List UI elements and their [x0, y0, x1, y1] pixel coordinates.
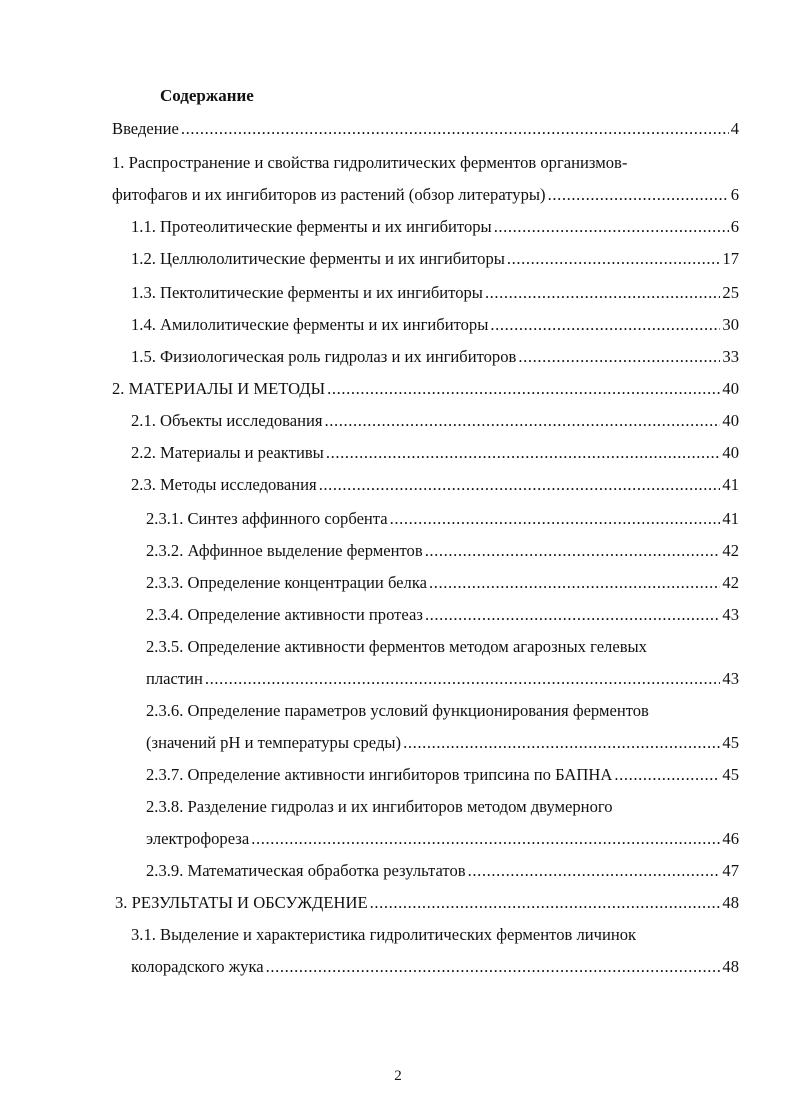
toc-entry-text: 1.3. Пектолитические ферменты и их ингибиторы [131, 283, 483, 302]
toc-leader-dots [518, 344, 720, 370]
toc-entry-page: 40 [722, 379, 739, 398]
toc-entry [112, 116, 739, 142]
toc-entry-page: 4 [730, 119, 739, 138]
toc-leader-dots [429, 570, 720, 596]
toc-entry [131, 214, 739, 240]
toc-entry-page: 42 [722, 541, 739, 560]
toc-entry-page: 25 [722, 283, 739, 302]
toc-entry [115, 890, 739, 916]
toc-leader-dots [425, 538, 721, 564]
toc-entry [146, 602, 739, 628]
toc-leader-dots [485, 280, 720, 306]
toc-leader-dots [319, 472, 721, 498]
toc-leader-dots [205, 666, 721, 692]
toc-leader-dots [325, 408, 721, 434]
toc-entry-text: 2.3.5. Определение активности ферментов методом агарозных гелевых [146, 637, 647, 656]
toc-entry-page: 45 [722, 765, 739, 784]
toc-entry-text: 2.3. Методы исследования [131, 475, 317, 494]
toc-leader-dots [251, 826, 720, 852]
toc-entry-text: 2.3.3. Определение концентрации белка [146, 573, 427, 592]
toc-entry [112, 182, 739, 208]
toc-entry [146, 666, 739, 692]
toc-entry-page: 6 [730, 217, 739, 236]
toc-entry-text: 2.3.7. Определение активности ингибиторов трипсина по БАПНА [146, 765, 613, 784]
toc-entry-page: 42 [722, 573, 739, 592]
toc-entry [112, 376, 739, 402]
toc-entry-text: колорадского жука [131, 957, 264, 976]
toc-leader-dots [326, 440, 721, 466]
toc-entry-page: 48 [722, 957, 739, 976]
toc-entry-text: 2.3.9. Математическая обработка результатов [146, 861, 466, 880]
toc-entry [131, 954, 739, 980]
toc-entry-page: 17 [722, 249, 739, 268]
toc-entry-page: 33 [722, 347, 739, 366]
toc-entry-text: 2.2. Материалы и реактивы [131, 443, 324, 462]
toc-entry-page: 40 [722, 443, 739, 462]
toc-entry [146, 858, 739, 884]
page-number: 2 [394, 1068, 402, 1084]
toc-leader-dots [266, 954, 721, 980]
toc-leader-dots [494, 214, 729, 240]
toc-leader-dots [425, 602, 720, 628]
toc-entry-text: 3.1. Выделение и характеристика гидролитических ферментов личинок [131, 925, 637, 944]
toc-leader-dots [403, 730, 720, 756]
toc-entry [131, 408, 739, 434]
toc-entry-page: 43 [722, 669, 739, 688]
toc-entry-page: 30 [722, 315, 739, 334]
toc-leader-dots [181, 116, 729, 142]
toc-entry-text: 2.3.6. Определение параметров условий функционирования ферментов [146, 701, 649, 720]
toc-entry-page: 40 [722, 411, 739, 430]
toc-entry-text: пластин [146, 669, 203, 688]
toc-entry [131, 440, 739, 466]
toc-entry [146, 698, 649, 724]
toc-entry-text: Введение [112, 119, 179, 138]
toc-entry [131, 344, 739, 370]
toc-entry-text: 1.4. Амилолитические ферменты и их ингибиторы [131, 315, 489, 334]
toc-entry [146, 730, 739, 756]
toc-entry [146, 826, 739, 852]
toc-entry-page: 45 [722, 733, 739, 752]
toc-leader-dots [390, 506, 721, 532]
toc-leader-dots [614, 762, 720, 788]
toc-leader-dots [490, 312, 720, 338]
toc-entry-text: 2.3.4. Определение активности протеаз [146, 605, 423, 624]
toc-entry [112, 150, 627, 176]
toc-leader-dots [327, 376, 720, 402]
toc-leader-dots [507, 246, 721, 272]
toc-entry-page: 47 [722, 861, 739, 880]
toc-leader-dots [370, 890, 721, 916]
toc-entry [131, 472, 739, 498]
toc-leader-dots [468, 858, 721, 884]
toc-entry [131, 922, 636, 948]
toc-entry [146, 506, 739, 532]
toc-entry-page: 46 [722, 829, 739, 848]
toc-entry-text: 2.3.8. Разделение гидролаз и их ингибиторов методом двумерного [146, 797, 613, 816]
toc-title: Содержание [160, 86, 254, 105]
toc-entry-text: (значений pH и температуры среды) [146, 733, 402, 752]
toc-entry [146, 762, 739, 788]
toc-entry-page: 41 [722, 509, 739, 528]
toc-entry [146, 634, 647, 660]
toc-entry-page: 43 [722, 605, 739, 624]
toc-entry [131, 312, 739, 338]
toc-entry-text: 1.5. Физиологическая роль гидролаз и их ингибиторов [131, 347, 517, 366]
toc-entry-text: 2.3.2. Аффинное выделение ферментов [146, 541, 423, 560]
toc-entry-text: 1.1. Протеолитические ферменты и их ингибиторы [131, 217, 492, 236]
toc-entry-page: 6 [730, 185, 739, 204]
toc-entry [131, 280, 739, 306]
toc-entry [131, 246, 739, 272]
toc-entry [146, 570, 739, 596]
toc-entry-text: 1.2. Целлюлолитические ферменты и их ингибиторы [131, 249, 505, 268]
toc-entry-page: 41 [722, 475, 739, 494]
toc-leader-dots [548, 182, 729, 208]
toc-entry-text: 2.3.1. Синтез аффинного сорбента [146, 509, 388, 528]
toc-entry-text: 3. РЕЗУЛЬТАТЫ И ОБСУЖДЕНИЕ [115, 893, 368, 912]
toc-entry-text: 2.1. Объекты исследования [131, 411, 323, 430]
toc-entry-page: 48 [722, 893, 739, 912]
toc-entry-text: фитофагов и их ингибиторов из растений (обзор литературы) [112, 185, 546, 204]
toc-entry-text: 2. МАТЕРИАЛЫ И МЕТОДЫ [112, 379, 326, 398]
toc-entry-text: электрофореза [146, 829, 250, 848]
toc-entry [146, 794, 613, 820]
toc-entry [146, 538, 739, 564]
toc-entry-text: 1. Распространение и свойства гидролитических ферментов организмов- [112, 153, 628, 172]
